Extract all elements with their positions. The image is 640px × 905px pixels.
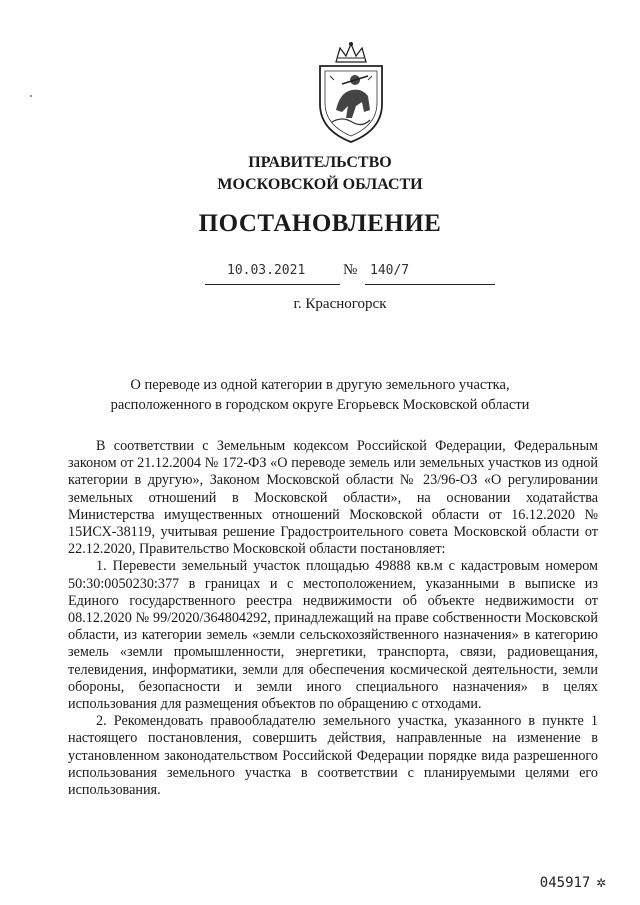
number-label: № xyxy=(343,262,358,278)
document-number: 140/7 xyxy=(370,263,410,278)
serial-stamp xyxy=(540,872,606,891)
serial-number: 045917 xyxy=(539,875,591,891)
city: г. Красногорск xyxy=(293,296,387,312)
subject-line1: О переводе из одной категории в другую земельного участка, xyxy=(130,377,510,393)
document-body xyxy=(68,438,598,799)
subject-line2: расположенного в городском округе Егорьевск Московской области xyxy=(110,397,530,413)
date-number-line xyxy=(205,262,495,288)
asterisk-star-icon: ✲ xyxy=(596,872,606,891)
document-type: ПОСТАНОВЛЕНИЕ xyxy=(198,210,442,237)
item-2-paragraph: 2. Рекомендовать правообладателю земельного участка, указанного в пункте 1 настоящего постановления, совершить действия, направленные на изменение в установленном законодательством Российской Федерации порядке вида разрешенного использования земельного участка в соответствии с планируемыми целями его использования. xyxy=(68,713,598,799)
document-subject xyxy=(0,375,640,415)
moscow-oblast-coat-of-arms-icon xyxy=(312,40,390,146)
government-line1: ПРАВИТЕЛЬСТВО xyxy=(248,154,392,171)
government-line2: МОСКОВСКОЙ ОБЛАСТИ xyxy=(217,176,423,193)
date-underline xyxy=(205,284,340,285)
government-name xyxy=(0,152,640,196)
number-underline xyxy=(365,284,495,285)
scan-speck xyxy=(30,95,32,97)
document-date: 10.03.2021 xyxy=(227,263,306,278)
item-1-paragraph: 1. Перевести земельный участок площадью 49888 кв.м с кадастровым номером 50:30:0050230:377 в границах и с местоположением, указанными в выписке из Единого государственного реестра недвижимости об объекте недвижимости от 08.12.2020 № 99/2020/364804292, принадлежащий на праве собственности Московской области, из категории земель «земли сельскохозяйственного назначения» в категорию земель «земли промышленности, энергетики, транспорта, связи, радиовещания, телевидения, информатики, земли для обеспечения космической деятельности, земли обороны, безопасности и земли иного специального назначения» в целях использования для размещения объектов по обращению с отходами. xyxy=(68,558,598,713)
preamble-paragraph: В соответствии с Земельным кодексом Российской Федерации, Федеральным законом от 21.12.2004 № 172-ФЗ «О переводе земель или земельных участков из одной категории в другую», Законом Московской области № 23/96-ОЗ «О регулировании земельных отношений в Московской области», на основании ходатайства Министерства имущественных отношений Московской области от 16.12.2020 № 15ИСХ-38119, учитывая решение Градостроительного совета Московской области от 22.12.2020, Правительство Московской области постановляет: xyxy=(68,438,598,558)
